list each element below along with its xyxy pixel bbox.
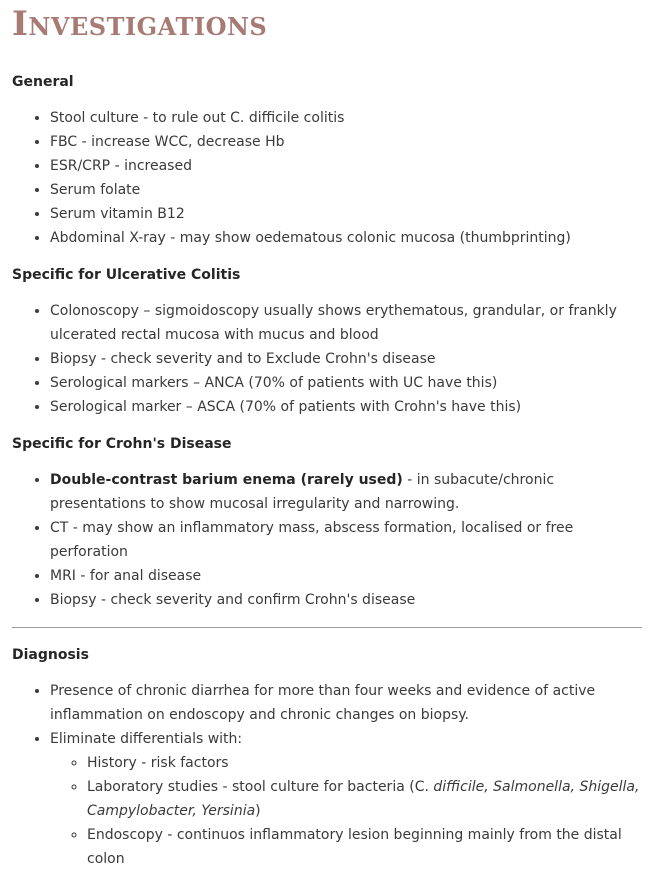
list-item	[87, 775, 644, 823]
list-item: • Biopsy - check severity and confirm Crohn's disease	[50, 588, 672, 612]
list-item: • Serological marker – ASCA (70% of patients with Crohn's have this)	[50, 395, 672, 419]
list-item: • Presence of chronic diarrhea for more than four weeks and evidence of active inflammation on endoscopy and chronic changes on biopsy.	[50, 679, 672, 727]
list-item: • Serum folate	[50, 178, 672, 202]
list-item: • MRI - for anal disease	[50, 564, 672, 588]
lab-organisms: difficile, Salmonella, Shigella, Campylobacter, Yersinia	[87, 779, 640, 819]
list-item	[50, 468, 672, 516]
lab-close: )	[255, 803, 261, 819]
list-item: • Serological markers – ANCA (70% of patients with UC have this)	[50, 371, 672, 395]
list-item: • CT - may show an inflammatory mass, abscess formation, localised or free perforation	[50, 516, 672, 564]
crohns-list	[12, 468, 672, 612]
differentials-list	[50, 751, 644, 871]
barium-enema-text: - in subacute/chronic presentations to show mucosal irregularity and narrowing.	[50, 472, 555, 512]
list-item: • ESR/CRP - increased	[50, 154, 672, 178]
list-item	[50, 727, 672, 871]
list-item: ◦ History - risk factors	[87, 751, 644, 775]
general-list	[12, 106, 672, 250]
list-item: • Stool culture - to rule out C. difficile colitis	[50, 106, 672, 130]
section-divider	[12, 627, 642, 628]
list-item: • Abdominal X-ray - may show oedematous colonic mucosa (thumbprinting)	[50, 226, 672, 250]
diagnosis-list	[12, 679, 672, 871]
lab-text: Laboratory studies - stool culture for bacteria (C.	[87, 779, 434, 795]
list-item: • FBC - increase WCC, decrease Hb	[50, 130, 672, 154]
page-title: Investigations	[12, 4, 268, 44]
crohns-heading: Specific for Crohn's Disease	[12, 436, 232, 452]
list-item: • Serum vitamin B12	[50, 202, 672, 226]
list-item: • Biopsy - check severity and to Exclude Crohn's disease	[50, 347, 672, 371]
diagnosis-heading: Diagnosis	[12, 647, 89, 663]
barium-enema-bold: Double-contrast barium enema (rarely used)	[50, 472, 403, 488]
list-item: • Colonoscopy – sigmoidoscopy usually shows erythematous, grandular, or frankly ulcerated rectal mucosa with mucus and blood	[50, 299, 672, 347]
uc-heading: Specific for Ulcerative Colitis	[12, 267, 241, 283]
general-heading: General	[12, 74, 74, 90]
uc-list	[12, 299, 672, 419]
list-item: ◦ Endoscopy - continuos inflammatory lesion beginning mainly from the distal colon	[87, 823, 644, 871]
eliminate-label: Eliminate differentials with:	[50, 731, 243, 747]
